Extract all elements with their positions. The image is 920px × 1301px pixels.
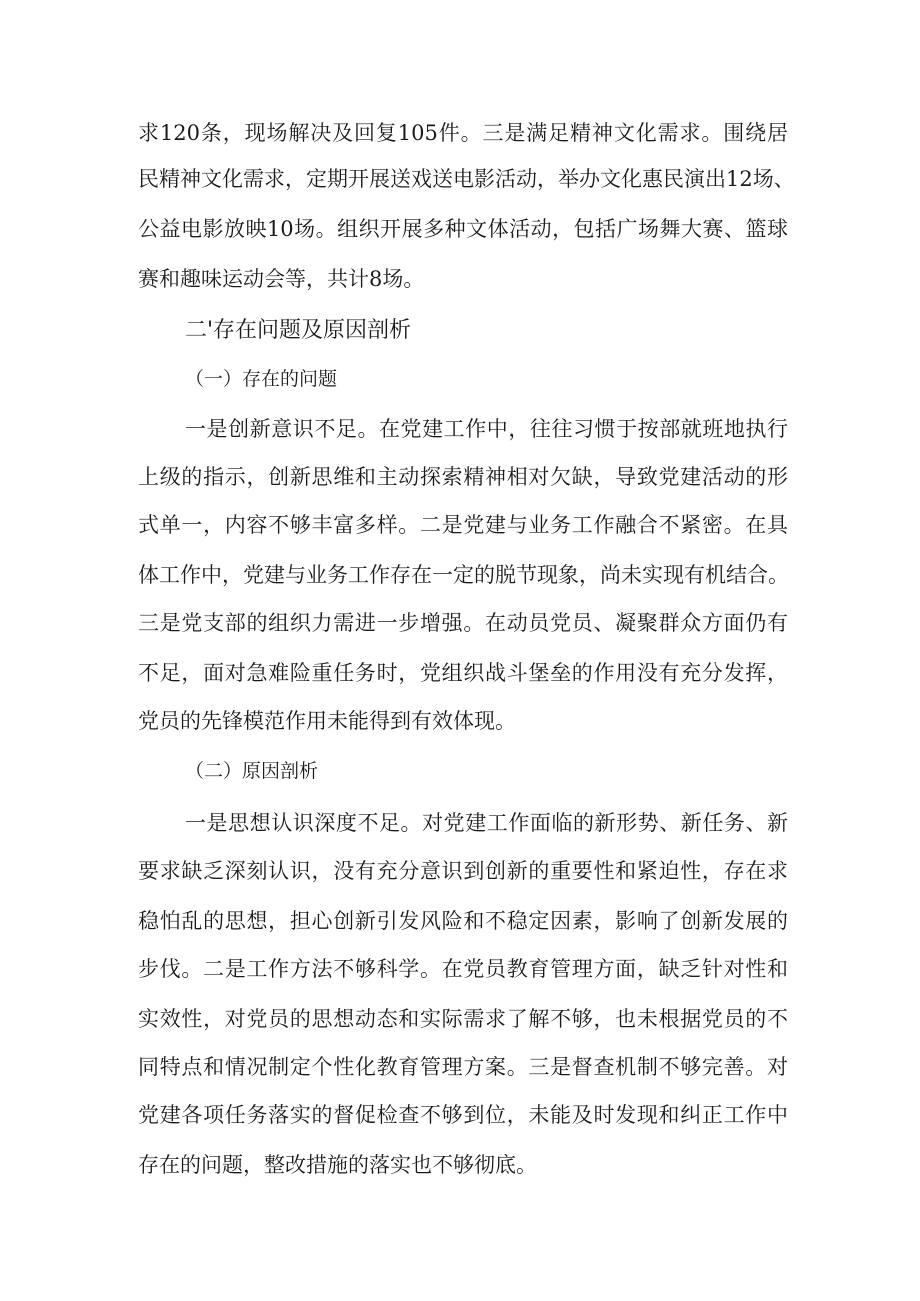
paragraph-line: 稳怕乱的思想，担心创新引发风险和不稳定因素，影响了创新发展的	[138, 909, 788, 933]
paragraph-line: 公益电影放映10场。组织开展多种文体活动，包括广场舞大赛、篮球	[138, 217, 788, 241]
paragraph-line: 步伐。二是工作方法不够科学。在党员教育管理方面，缺乏针对性和	[138, 957, 788, 981]
paragraph-line: 三是党支部的组织力需进一步增强。在动员党员、凝聚群众方面仍有	[138, 611, 788, 635]
paragraph-line: 式单一，内容不够丰富多样。二是党建与业务工作融合不紧密。在具	[138, 513, 788, 537]
paragraph-line: 求120条，现场解决及回复105件。三是满足精神文化需求。围绕居	[138, 121, 788, 145]
paragraph-line: 要求缺乏深刻认识，没有充分意识到创新的重要性和紧迫性，存在求	[138, 859, 788, 883]
paragraph-line: 同特点和情况制定个性化教育管理方案。三是督查机制不够完善。对	[138, 1055, 788, 1079]
paragraph-line: 存在的问题，整改措施的落实也不够彻底。	[138, 1153, 537, 1177]
paragraph-line: 一是思想认识深度不足。对党建工作面临的新形势、新任务、新	[185, 811, 788, 835]
paragraph-line: 实效性，对党员的思想动态和实际需求了解不够，也未根据党员的不	[138, 1007, 788, 1031]
subsection-heading: （一）存在的问题	[185, 368, 338, 390]
paragraph-line: 党建各项任务落实的督促检查不够到位，未能及时发现和纠正工作中	[138, 1103, 788, 1127]
paragraph-line: 上级的指示，创新思维和主动探索精神相对欠缺，导致党建活动的形	[138, 465, 788, 489]
paragraph-line: 民精神文化需求，定期开展送戏送电影活动，举办文化惠民演出12场、	[138, 167, 795, 191]
paragraph-line: 党员的先锋模范作用未能得到有效体现。	[138, 709, 516, 733]
paragraph-line: 体工作中，党建与业务工作存在一定的脱节现象，尚未实现有机结合。	[138, 563, 789, 587]
subsection-heading: （二）原因剖析	[185, 760, 319, 782]
section-heading: 二'存在问题及原因剖析	[185, 318, 412, 343]
paragraph-line: 不足，面对急难险重任务时，党组织战斗堡垒的作用没有充分发挥，	[138, 661, 788, 685]
paragraph-line: 赛和趣味运动会等，共计8场。	[138, 267, 425, 291]
paragraph-line: 一是创新意识不足。在党建工作中，往往习惯于按部就班地执行	[185, 417, 788, 441]
